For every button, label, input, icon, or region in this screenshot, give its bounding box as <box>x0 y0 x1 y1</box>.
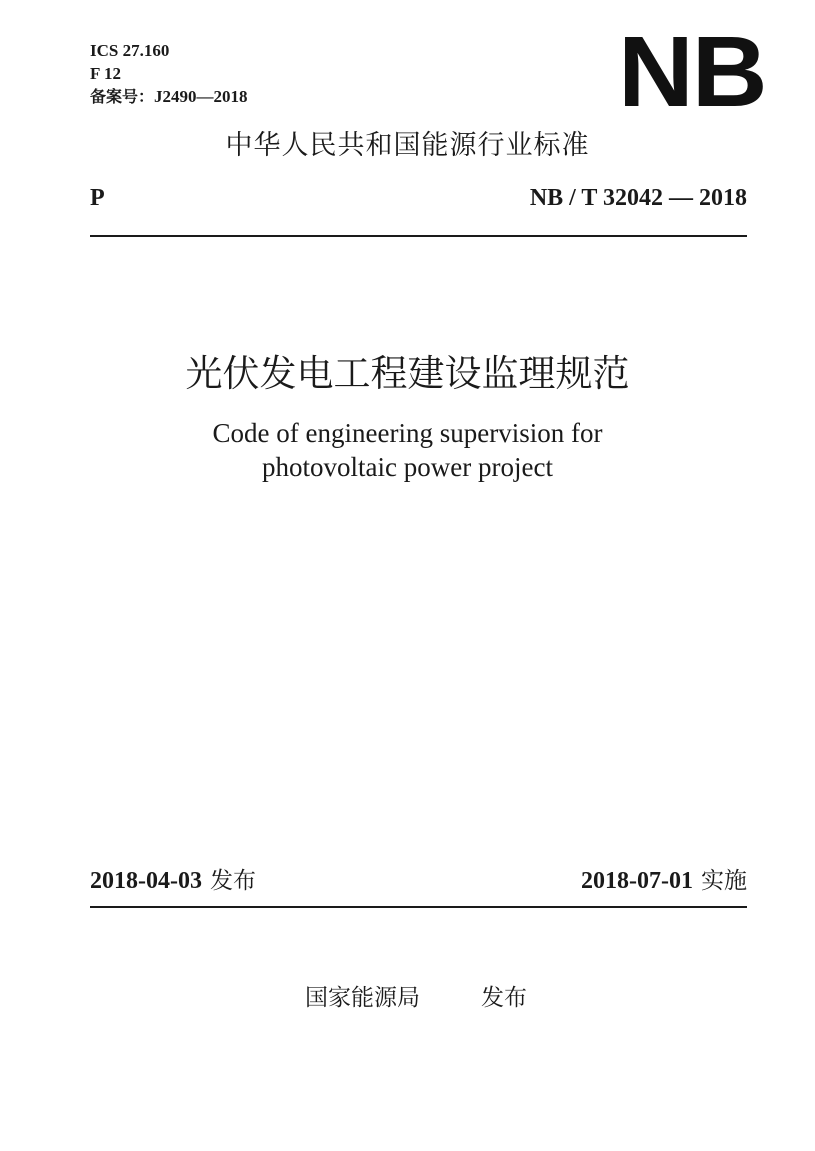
document-title-english-line2: photovoltaic power project <box>262 452 553 482</box>
record-number: J2490—2018 <box>154 87 248 106</box>
publish-date-line <box>90 866 256 896</box>
record-number-line <box>90 86 248 108</box>
issuer-action: 发布 <box>481 985 527 1011</box>
category-code: F 12 <box>90 64 122 83</box>
bottom-divider <box>90 906 747 908</box>
effective-label: 实施 <box>701 868 747 894</box>
classification-code: P <box>90 185 105 211</box>
issuer-name: 国家能源局 <box>305 985 420 1011</box>
document-title-chinese: 光伏发电工程建设监理规范 <box>185 352 630 395</box>
publish-date: 2018-04-03 <box>90 868 202 894</box>
effective-date: 2018-07-01 <box>581 868 693 894</box>
ics-code: ICS 27.160 <box>90 41 170 60</box>
record-number-label: 备案号： <box>90 87 155 106</box>
standard-number: NB / T 32042 — 2018 <box>529 185 747 211</box>
nb-logo: NB <box>618 16 766 128</box>
standard-type-title: 中华人民共和国能源行业标准 <box>225 130 590 161</box>
effective-date-line <box>581 866 747 896</box>
publish-label: 发布 <box>209 868 256 894</box>
top-divider <box>90 235 747 237</box>
document-title-english-line1: Code of engineering supervision for <box>212 418 603 448</box>
